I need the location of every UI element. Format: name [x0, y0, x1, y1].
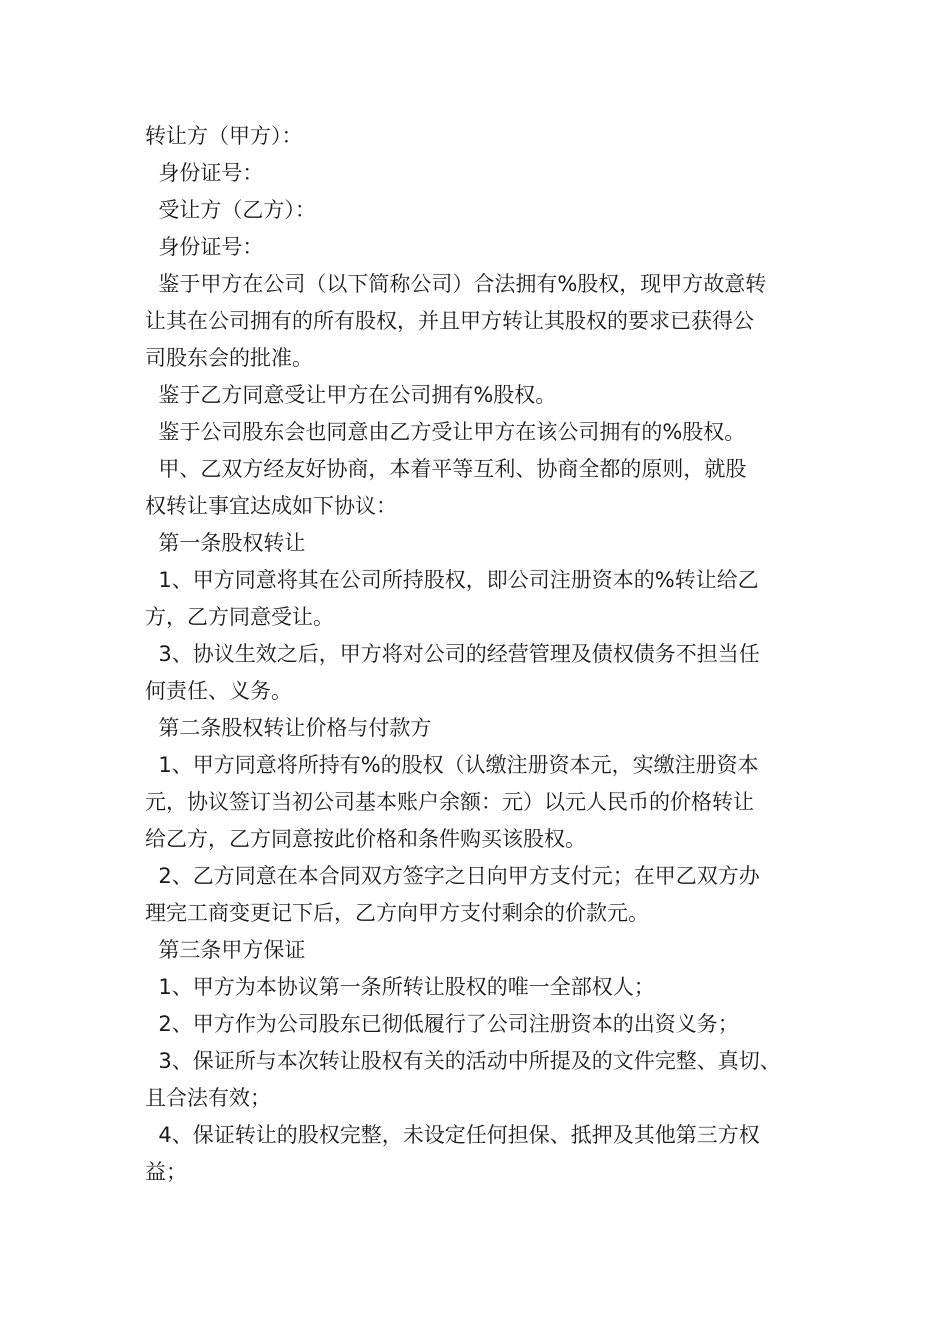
text-line: 甲、乙双方经友好协商，本着平等互利、协商全都的原则，就股: [145, 457, 747, 481]
text-line: 1、甲方同意将其在公司所持股权，即公司注册资本的%转让给乙: [145, 568, 759, 592]
section-heading: 第一条股权转让: [145, 531, 306, 555]
text-line: 身份证号：: [145, 161, 264, 185]
section-heading: 第二条股权转让价格与付款方: [145, 716, 432, 740]
text-line: 方，乙方同意受让。: [145, 605, 334, 629]
text-line: 1、甲方为本协议第一条所转让股权的唯一全部权人；: [145, 975, 655, 999]
contract-body: [145, 118, 835, 1191]
text-line: 司股东会的批准。: [145, 346, 313, 370]
text-line: 理完工商变更记下后，乙方向甲方支付剩余的价款元。: [145, 901, 649, 925]
text-line: 让其在公司拥有的所有股权，并且甲方转让其股权的要求已获得公: [145, 309, 754, 333]
text-line: 何责任、义务。: [145, 679, 292, 703]
text-line: 2、甲方作为公司股东已彻低履行了公司注册资本的出资义务；: [145, 1012, 739, 1036]
text-line: 3、协议生效之后，甲方将对公司的经营管理及债权债务不担当任: [145, 642, 760, 666]
section-heading: 第三条甲方保证: [145, 938, 306, 962]
text-line: 4、保证转让的股权完整，未设定任何担保、抵押及其他第三方权: [145, 1123, 760, 1147]
text-line: 身份证号：: [145, 235, 264, 259]
text-line: 鉴于乙方同意受让甲方在公司拥有%股权。: [145, 383, 557, 407]
text-line: 受让方（乙方）：: [145, 198, 316, 222]
text-line: 元，协议签订当初公司基本账户余额：元）以元人民币的价格转让: [145, 790, 754, 814]
text-line: 益；: [145, 1160, 187, 1184]
text-line: 给乙方，乙方同意按此价格和条件购买该股权。: [145, 827, 586, 851]
text-line: 且合法有效；: [145, 1086, 271, 1110]
text-line: 转让方（甲方）：: [145, 124, 303, 148]
text-line: 鉴于甲方在公司（以下简称公司）合法拥有%股权，现甲方故意转: [145, 272, 767, 296]
text-line: 3、保证所与本次转让股权有关的活动中所提及的文件完整、真切、: [145, 1049, 781, 1073]
text-line: 2、乙方同意在本合同双方签字之日向甲方支付元；在甲乙双方办: [145, 864, 760, 888]
text-line: 1、甲方同意将所持有%的股权（认缴注册资本元，实缴注册资本: [145, 753, 759, 777]
text-line: 鉴于公司股东会也同意由乙方受让甲方在该公司拥有的%股权。: [145, 420, 746, 444]
text-line: 权转让事宜达成如下协议：: [145, 494, 397, 518]
